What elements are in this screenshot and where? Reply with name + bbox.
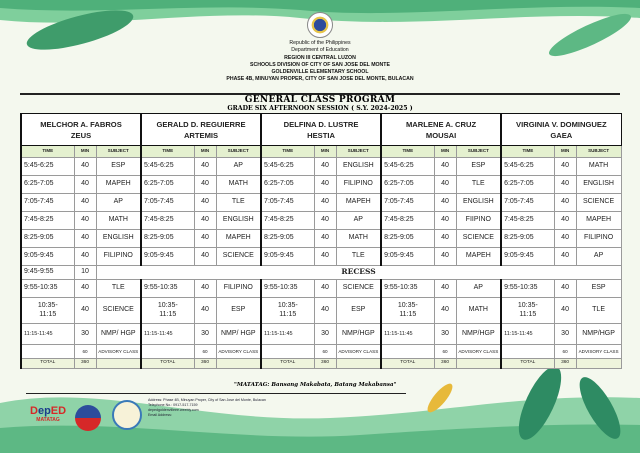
section-name: ZEUS bbox=[70, 130, 92, 140]
subject-cell: SCIENCE bbox=[216, 248, 261, 266]
time-cell: 6:25-7:05 bbox=[21, 176, 74, 194]
time-cell: 8:25-9:05 bbox=[381, 230, 434, 248]
time-cell: 11:15-11:45 bbox=[261, 324, 314, 345]
min-cell: 40 bbox=[74, 176, 96, 194]
teacher-section-header bbox=[261, 114, 381, 146]
total-value: 360 bbox=[554, 359, 576, 369]
min-cell: 40 bbox=[74, 158, 96, 176]
min-cell: 40 bbox=[74, 298, 96, 324]
subject-cell: MAPEH bbox=[576, 212, 621, 230]
time-cell: 10:35-11:15 bbox=[141, 298, 194, 324]
telephone: Telephone No.: 0917-517-7159 bbox=[148, 403, 198, 407]
subject-cell: ESP bbox=[456, 158, 501, 176]
deped-matatag-logo: DepED MATATAG bbox=[30, 405, 67, 423]
min-cell: 40 bbox=[194, 158, 216, 176]
min-cell: 40 bbox=[314, 280, 336, 298]
subject-cell: AP bbox=[96, 194, 141, 212]
teacher-section-header bbox=[21, 114, 141, 146]
min-cell: 40 bbox=[434, 280, 456, 298]
column-header-row bbox=[21, 146, 621, 158]
divider bbox=[26, 393, 406, 394]
subject-cell: SCIENCE bbox=[576, 194, 621, 212]
subject-cell: NMP/ HGP bbox=[216, 324, 261, 345]
time-cell: 10:35-11:15 bbox=[261, 298, 314, 324]
min-cell: 40 bbox=[194, 298, 216, 324]
column-header-min: MIN bbox=[434, 146, 456, 158]
schedule-row bbox=[21, 298, 621, 324]
total-label: TOTAL bbox=[21, 359, 74, 369]
column-header-subject: SUBJECT bbox=[336, 146, 381, 158]
min-cell: 40 bbox=[74, 280, 96, 298]
subject-cell: AP bbox=[576, 248, 621, 266]
column-header-time: TIME bbox=[21, 146, 74, 158]
min-cell: 30 bbox=[74, 324, 96, 345]
time-cell: 8:25-9:05 bbox=[21, 230, 74, 248]
total-row bbox=[21, 359, 621, 369]
subject-cell: ENGLISH bbox=[456, 194, 501, 212]
teacher-section-header bbox=[381, 114, 501, 146]
subject-cell: MATH bbox=[336, 230, 381, 248]
min-cell: 40 bbox=[434, 194, 456, 212]
recess-label: RECESS bbox=[96, 266, 621, 280]
column-header-time: TIME bbox=[141, 146, 194, 158]
time-cell: 8:25-9:05 bbox=[261, 230, 314, 248]
time-cell: 6:25-7:05 bbox=[261, 176, 314, 194]
min-cell: 40 bbox=[194, 212, 216, 230]
schedule-row bbox=[21, 345, 621, 359]
section-name: ARTEMIS bbox=[183, 130, 219, 140]
subject-cell: MATH bbox=[96, 212, 141, 230]
min-cell: 40 bbox=[554, 194, 576, 212]
column-header-time: TIME bbox=[381, 146, 434, 158]
total-value: 360 bbox=[314, 359, 336, 369]
subject-cell: ADVISORY CLASS bbox=[456, 345, 501, 359]
min-cell: 40 bbox=[194, 194, 216, 212]
min-cell: 40 bbox=[314, 194, 336, 212]
time-cell bbox=[21, 345, 74, 359]
min-cell: 40 bbox=[74, 230, 96, 248]
deped-seal-icon bbox=[307, 12, 333, 38]
time-cell: 11:15-11:45 bbox=[21, 324, 74, 345]
time-cell bbox=[261, 345, 314, 359]
section-name: GAEA bbox=[550, 130, 573, 140]
subject-cell: MATH bbox=[576, 158, 621, 176]
subject-cell: ESP bbox=[216, 298, 261, 324]
time-cell: 7:45-8:25 bbox=[21, 212, 74, 230]
min-cell: 60 bbox=[434, 345, 456, 359]
min-cell: 30 bbox=[554, 324, 576, 345]
min-cell: 30 bbox=[314, 324, 336, 345]
time-cell: 9:05-9:45 bbox=[21, 248, 74, 266]
subject-cell: FILIPINO bbox=[216, 280, 261, 298]
time-cell: 7:45-8:25 bbox=[261, 212, 314, 230]
min-cell: 60 bbox=[74, 345, 96, 359]
empty-cell bbox=[336, 359, 381, 369]
time-cell: 10:35-11:15 bbox=[21, 298, 74, 324]
header-line: REGION III CENTRAL LUZON bbox=[284, 54, 356, 61]
empty-cell bbox=[96, 359, 141, 369]
time-cell: 5:45-6:25 bbox=[381, 158, 434, 176]
column-header-min: MIN bbox=[194, 146, 216, 158]
column-header-subject: SUBJECT bbox=[576, 146, 621, 158]
header-line: Department of Education bbox=[291, 47, 349, 54]
time-cell: 6:25-7:05 bbox=[501, 176, 554, 194]
section-name: HESTIA bbox=[307, 130, 335, 140]
subject-cell: FILIPINO bbox=[96, 248, 141, 266]
subject-cell: ADVISORY CLASS bbox=[96, 345, 141, 359]
subject-cell: MATH bbox=[216, 176, 261, 194]
column-header-subject: SUBJECT bbox=[216, 146, 261, 158]
min-cell: 40 bbox=[554, 158, 576, 176]
total-label: TOTAL bbox=[501, 359, 554, 369]
subject-cell: FILIPINO bbox=[576, 230, 621, 248]
subject-cell: SCIENCE bbox=[96, 298, 141, 324]
column-header-time: TIME bbox=[501, 146, 554, 158]
subject-cell: MAPEH bbox=[456, 248, 501, 266]
teacher-header-row bbox=[21, 114, 621, 146]
time-cell: 5:45-6:25 bbox=[501, 158, 554, 176]
subject-cell: SCIENCE bbox=[456, 230, 501, 248]
min-cell: 40 bbox=[434, 158, 456, 176]
schedule-row bbox=[21, 324, 621, 345]
time-cell bbox=[141, 345, 194, 359]
time-cell: 9:55-10:35 bbox=[141, 280, 194, 298]
min-cell: 30 bbox=[434, 324, 456, 345]
teacher-section-header bbox=[141, 114, 261, 146]
time-cell: 5:45-6:25 bbox=[141, 158, 194, 176]
time-cell: 7:45-8:25 bbox=[381, 212, 434, 230]
teacher-name: MARLENE A. CRUZ bbox=[405, 119, 477, 129]
header-line: Republic of the Philippines bbox=[289, 40, 351, 46]
time-cell: 10:35-11:15 bbox=[381, 298, 434, 324]
time-cell: 9:55-10:35 bbox=[501, 280, 554, 298]
min-cell: 40 bbox=[314, 230, 336, 248]
subject-cell: ENGLISH bbox=[576, 176, 621, 194]
subject-cell: AP bbox=[456, 280, 501, 298]
time-cell bbox=[381, 345, 434, 359]
total-value: 360 bbox=[194, 359, 216, 369]
time-cell: 6:25-7:05 bbox=[381, 176, 434, 194]
subject-cell: MATH bbox=[456, 298, 501, 324]
column-header-subject: SUBJECT bbox=[456, 146, 501, 158]
time-cell: 9:05-9:45 bbox=[141, 248, 194, 266]
empty-cell bbox=[576, 359, 621, 369]
section-name: MOUSAI bbox=[425, 130, 457, 140]
time-cell: 7:05-7:45 bbox=[381, 194, 434, 212]
min-cell: 40 bbox=[194, 230, 216, 248]
email: Email Address: bbox=[148, 413, 172, 417]
min-cell: 40 bbox=[554, 212, 576, 230]
min-cell: 40 bbox=[314, 176, 336, 194]
subject-cell: TLE bbox=[576, 298, 621, 324]
header-line: SCHOOLS DIVISION OF CITY OF SAN JOSE DEL MONTE bbox=[250, 61, 390, 68]
min-cell: 60 bbox=[554, 345, 576, 359]
time-cell: 9:55-10:35 bbox=[381, 280, 434, 298]
schedule-row bbox=[21, 212, 621, 230]
time-cell: 9:05-9:45 bbox=[501, 248, 554, 266]
subject-cell: ADVISORY CLASS bbox=[216, 345, 261, 359]
min-cell: 40 bbox=[314, 248, 336, 266]
min-cell: 40 bbox=[194, 176, 216, 194]
min-cell: 40 bbox=[434, 230, 456, 248]
subject-cell: AP bbox=[216, 158, 261, 176]
total-label: TOTAL bbox=[141, 359, 194, 369]
time-cell: 9:55-10:35 bbox=[261, 280, 314, 298]
min-cell: 40 bbox=[74, 212, 96, 230]
total-label: TOTAL bbox=[261, 359, 314, 369]
column-header-subject: SUBJECT bbox=[96, 146, 141, 158]
min-cell: 40 bbox=[314, 212, 336, 230]
min-cell: 40 bbox=[74, 194, 96, 212]
min-cell: 40 bbox=[554, 280, 576, 298]
min-cell: 60 bbox=[314, 345, 336, 359]
subject-cell: TLE bbox=[216, 194, 261, 212]
min-cell: 40 bbox=[434, 248, 456, 266]
class-program-table bbox=[20, 113, 622, 369]
subject-cell: ENGLISH bbox=[96, 230, 141, 248]
time-cell: 11:15-11:45 bbox=[141, 324, 194, 345]
schedule-row bbox=[21, 248, 621, 266]
subject-cell: NMP/HGP bbox=[576, 324, 621, 345]
subject-cell: ESP bbox=[96, 158, 141, 176]
schedule-row bbox=[21, 230, 621, 248]
time-cell: 5:45-6:25 bbox=[261, 158, 314, 176]
column-header-min: MIN bbox=[314, 146, 336, 158]
time-cell: 6:25-7:05 bbox=[141, 176, 194, 194]
time-cell: 5:45-6:25 bbox=[21, 158, 74, 176]
school-header bbox=[0, 12, 640, 84]
empty-cell bbox=[216, 359, 261, 369]
teacher-name: GERALD D. REGUIERRE bbox=[156, 119, 246, 129]
min-cell: 60 bbox=[194, 345, 216, 359]
subject-cell: NMP/HGP bbox=[336, 324, 381, 345]
subject-cell: ENGLISH bbox=[216, 212, 261, 230]
subject-cell: NMP/ HGP bbox=[96, 324, 141, 345]
schedule-row bbox=[21, 194, 621, 212]
time-cell: 11:15-11:45 bbox=[381, 324, 434, 345]
min-cell: 40 bbox=[554, 176, 576, 194]
schedule-row bbox=[21, 176, 621, 194]
time-cell: 9:45-9:55 bbox=[21, 266, 74, 280]
page-title: GENERAL CLASS PROGRAM bbox=[244, 95, 396, 105]
total-value: 360 bbox=[74, 359, 96, 369]
time-cell bbox=[501, 345, 554, 359]
min-cell: 40 bbox=[194, 248, 216, 266]
teacher-name: DELFINA D. LUSTRE bbox=[283, 119, 359, 129]
subject-cell: SCIENCE bbox=[336, 280, 381, 298]
subject-cell: ADVISORY CLASS bbox=[576, 345, 621, 359]
time-cell: 10:35-11:15 bbox=[501, 298, 554, 324]
min-cell: 40 bbox=[314, 158, 336, 176]
subject-cell: TLE bbox=[96, 280, 141, 298]
motto: "MATATAG: Bansang Makabata, Batang Makabansa" bbox=[234, 382, 397, 388]
min-cell: 40 bbox=[554, 230, 576, 248]
time-cell: 11:15-11:45 bbox=[501, 324, 554, 345]
min-cell: 40 bbox=[74, 248, 96, 266]
subject-cell: ESP bbox=[336, 298, 381, 324]
total-label: TOTAL bbox=[381, 359, 434, 369]
website: depedgoldenvilleee.weebly.com bbox=[148, 408, 199, 412]
subject-cell: TLE bbox=[456, 176, 501, 194]
time-cell: 9:05-9:45 bbox=[261, 248, 314, 266]
time-cell: 7:05-7:45 bbox=[261, 194, 314, 212]
subject-cell: MAPEH bbox=[96, 176, 141, 194]
min-cell: 10 bbox=[74, 266, 96, 280]
subject-cell: ENGLISH bbox=[336, 158, 381, 176]
header-line: PHASE 4B, MINUYAN PROPER, CITY OF SAN JOSE DEL MONTE, BULACAN bbox=[226, 76, 414, 83]
time-cell: 7:05-7:45 bbox=[141, 194, 194, 212]
teacher-name: VIRGINIA V. DOMINGUEZ bbox=[516, 119, 607, 129]
min-cell: 40 bbox=[314, 298, 336, 324]
min-cell: 30 bbox=[194, 324, 216, 345]
time-cell: 9:05-9:45 bbox=[381, 248, 434, 266]
time-cell: 7:45-8:25 bbox=[501, 212, 554, 230]
subject-cell: TLE bbox=[336, 248, 381, 266]
subject-cell: MAPEH bbox=[216, 230, 261, 248]
time-cell: 9:55-10:35 bbox=[21, 280, 74, 298]
min-cell: 40 bbox=[554, 298, 576, 324]
column-header-min: MIN bbox=[74, 146, 96, 158]
time-cell: 8:25-9:05 bbox=[501, 230, 554, 248]
time-cell: 8:25-9:05 bbox=[141, 230, 194, 248]
empty-cell bbox=[456, 359, 501, 369]
time-cell: 7:45-8:25 bbox=[141, 212, 194, 230]
school-logo bbox=[112, 400, 142, 430]
subject-cell: ESP bbox=[576, 280, 621, 298]
subject-cell: NMP/HGP bbox=[456, 324, 501, 345]
schedule-row bbox=[21, 280, 621, 298]
min-cell: 40 bbox=[434, 298, 456, 324]
address: Address: Phase 4B, Minuyan Proper, City of San Jose del Monte, Bulacan bbox=[148, 398, 266, 402]
page-subtitle: GRADE SIX AFTERNOON SESSION ( S.Y. 2024-2025 ) bbox=[227, 105, 413, 112]
time-cell: 7:05-7:45 bbox=[501, 194, 554, 212]
subject-cell: FILIPINO bbox=[336, 176, 381, 194]
min-cell: 40 bbox=[194, 280, 216, 298]
teacher-section-header bbox=[501, 114, 621, 146]
min-cell: 40 bbox=[554, 248, 576, 266]
subject-cell: ADVISORY CLASS bbox=[336, 345, 381, 359]
total-value: 360 bbox=[434, 359, 456, 369]
column-header-min: MIN bbox=[554, 146, 576, 158]
time-cell: 7:05-7:45 bbox=[21, 194, 74, 212]
schedule-row bbox=[21, 158, 621, 176]
subject-cell: FIIPINO bbox=[456, 212, 501, 230]
column-header-time: TIME bbox=[261, 146, 314, 158]
bagong-pilipinas-logo bbox=[75, 405, 101, 431]
contact-info bbox=[148, 398, 266, 418]
teacher-name: MELCHOR A. FABROS bbox=[40, 119, 122, 129]
recess-row bbox=[21, 266, 621, 280]
subject-cell: AP bbox=[336, 212, 381, 230]
min-cell: 40 bbox=[434, 176, 456, 194]
min-cell: 40 bbox=[434, 212, 456, 230]
subject-cell: MAPEH bbox=[336, 194, 381, 212]
header-line: GOLDENVILLE ELEMENTARY SCHOOL bbox=[271, 69, 369, 76]
